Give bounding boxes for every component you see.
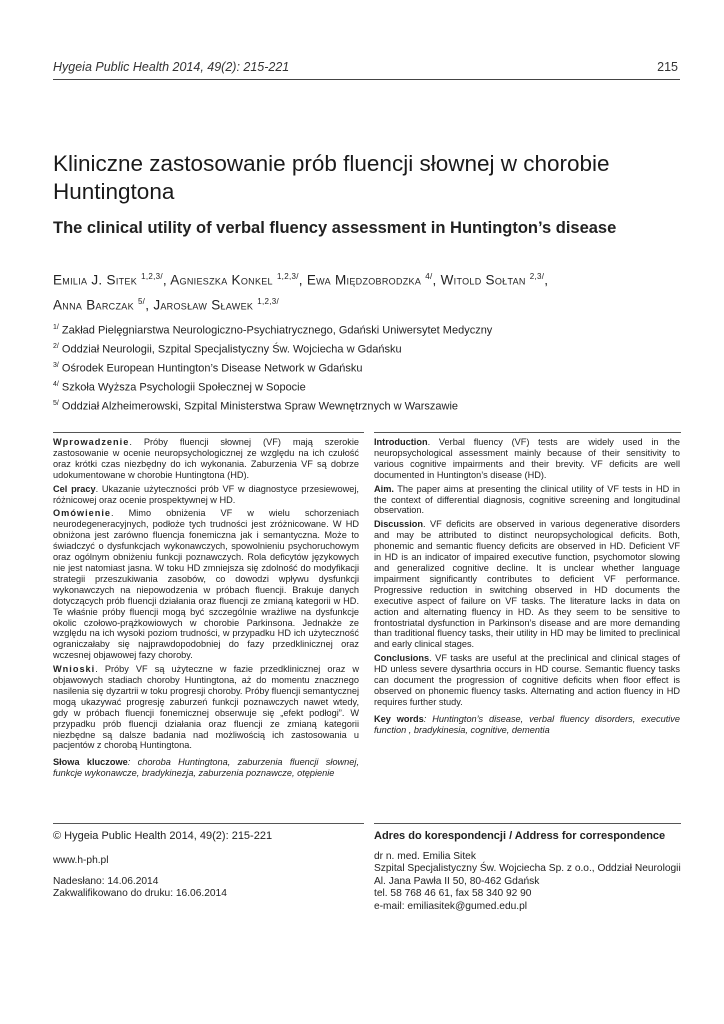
affiliation-number: 1/ bbox=[53, 324, 59, 331]
section-text: : Huntington’s disease, verbal fluency disorders, executive function , bradykinesia, cognitive, dementia bbox=[374, 713, 680, 735]
author-affiliation: 1,2,3/ bbox=[257, 296, 280, 306]
author-name: Jarosław Sławek bbox=[153, 297, 254, 312]
author-line bbox=[53, 291, 693, 316]
section-label: Wnioski bbox=[53, 664, 96, 675]
author-affiliation: 4/ bbox=[425, 272, 433, 281]
footer-rule-left bbox=[53, 823, 364, 824]
affiliation-text: Ośrodek European Huntington’s Disease Network w Gdańsku bbox=[58, 362, 363, 375]
section-label: Conclusions bbox=[374, 653, 430, 664]
affiliation-text: Oddział Alzheimerowski, Szpital Ministerstwa Spraw Wewnętrznych w Warszawie bbox=[58, 400, 459, 413]
author-affiliation: 1,2,3/ bbox=[141, 272, 163, 281]
section-text: . VF deficits are observed in various degenerative disorders and may be attributed to distinct neuropsychological deficits. Both, phonemic and semantic fluency deficits are observed in HD. Deficient VF in HD is an indicator of impaired executive function, psychomotor slowing and generalized cognitive decline. It is unclear whether language impairment significantly contributes to deficient VF performance. Progressive reduction in switching observed in HD documents the executive aspect of failure on VF tasks. The literature lacks in data on action and alternating fluency in HD. As they seem to be sensitive to frontostriatal dysfunction in Parkinson’s disease and are more demanding than traditional fluency tasks, their utility in HD may be limited to preclinical and early clinical stages. bbox=[374, 519, 680, 650]
affiliation-number: 4/ bbox=[53, 380, 59, 388]
correspondence-line: Szpital Specjalistyczny Św. Wojciecha Sp. z o.o., Oddział Neurologii bbox=[374, 863, 681, 875]
copyright-line: © Hygeia Public Health 2014, 49(2): 215-221 bbox=[53, 830, 273, 842]
affiliation-number: 3/ bbox=[53, 361, 59, 369]
author-affiliation: 1,2,3/ bbox=[276, 272, 299, 281]
footer-rule-right bbox=[374, 823, 681, 824]
section-label: Słowa kluczowe bbox=[53, 757, 128, 768]
correspondence-title: Adres do korespondencji / Address for correspondence bbox=[374, 830, 666, 842]
abstract-polish bbox=[53, 437, 359, 782]
abstract-pl-keywords bbox=[53, 757, 359, 779]
section-text: . VF tasks are useful at the preclinical and clinical stages of HD unless severe dysarthria occurs in HD course. Semantic fluency tasks can document the progression of cognitive deficits when floor effect is observed on phonemic fluency tasks. Alternating and action fluency in HD requires further study. bbox=[374, 653, 680, 707]
author-separator: , bbox=[145, 297, 154, 312]
section-label: Cel pracy bbox=[53, 483, 96, 494]
abstract-pl-conclusions bbox=[53, 664, 359, 751]
correspondence-line: dr n. med. Emilia Sitek bbox=[374, 851, 476, 862]
author-name: Witold Sołtan bbox=[440, 272, 526, 288]
affiliation-item bbox=[53, 358, 693, 377]
section-text: . Próby VF są użyteczne w fazie przedklinicznej oraz w objawowych stadiach choroby Huntingtona, aż do momentu znacznego nasilenia się dyzartrii w toku progresji choroby. Próby fluencji semantycznej mogą ukazywać progresję zaburzeń funkcji poznawczych nawet wtedy, gdy w próbach fluencji fonemicznej obserwuje się „efekt podłogi”. W przypadku prób fluencji działania oraz fluencji ze zmianą kategorii niezbędne są dalsze badania nad możliwością ich zastosowania u pacjentów z chorobą Huntingtona. bbox=[53, 664, 359, 751]
affiliation-item bbox=[53, 377, 693, 396]
author-affiliation: 5/ bbox=[137, 296, 146, 306]
affiliation-number: 5/ bbox=[53, 399, 59, 407]
author-separator: , bbox=[432, 272, 441, 288]
website-link[interactable]: www.h-ph.pl bbox=[53, 855, 109, 866]
section-label: Aim. bbox=[374, 483, 394, 494]
author-line bbox=[53, 266, 693, 291]
section-label: Wprowadzenie bbox=[53, 437, 130, 447]
affiliation-text: Szkoła Wyższa Psychologii Społecznej w Sopocie bbox=[58, 381, 306, 394]
section-label: Omówienie bbox=[53, 508, 112, 519]
section-label: Key words bbox=[374, 713, 424, 724]
section-label: Discussion bbox=[374, 519, 424, 530]
abstract-en-discussion bbox=[374, 519, 680, 650]
affiliation-item bbox=[53, 339, 693, 358]
abstract-rule-left bbox=[53, 432, 364, 433]
affiliation-item bbox=[53, 320, 693, 339]
received-date bbox=[53, 876, 227, 901]
author-separator: , bbox=[544, 272, 549, 288]
running-header bbox=[53, 60, 678, 74]
author-affiliation: 2,3/ bbox=[529, 272, 545, 281]
abstract-en-introduction bbox=[374, 437, 680, 481]
correspondence-address bbox=[374, 851, 681, 913]
affiliation-text: Oddział Neurologii, Szpital Specjalistyczny Św. Wojciecha w Gdańsku bbox=[58, 343, 402, 356]
abstract-en-keywords bbox=[374, 714, 680, 736]
section-text: . Mimo obniżenia VF w wielu schorzeniach neurodegeneracyjnych, podłoże tych trudności jest zróżnicowane. W HD obniżona jest zarówno fluencja fonemiczna jak i semantyczna. Może to świadczyć o dysfunkcjach wykonawczych, spowolnieniu psychoruchowym oraz ogólnym obniżeniu funkcji poznawczych. Rola deficytów językowych nie jest natomiast jasna. W toku HD zmniejsza się zdolność do modyfikacji strategii przeszukiwania zasobów, co dowodzi wpływu dysfunkcji wykonawczych na niepowodzenia w próbach fluencji. Brakuje danych dotyczących prób fluencji działania oraz fluencji ze zmianą kategorii w HD. Te właśnie próby fluencji mogą być szczególnie wrażliwe na dysfunkcje okolic czołowo-prążkowiowych w chorobie Parkinsona. Jednakże ze względu na ich wysoki poziom trudności, w przypadku HD ich użyteczność ograniczałaby się najprawdopodobniej do fazy przedklinicznej oraz wczesnej objawowej fazy choroby. bbox=[53, 508, 359, 661]
page-number: 215 bbox=[657, 60, 678, 74]
affiliation-text: Zakład Pielęgniarstwa Neurologiczno-Psychiatrycznego, Gdański Uniwersytet Medyczny bbox=[58, 324, 493, 337]
correspondence-line: Al. Jana Pawła II 50, 80-462 Gdańsk bbox=[374, 875, 540, 887]
abstract-rule-right bbox=[374, 432, 681, 433]
author-name: Agnieszka Konkel bbox=[170, 272, 273, 288]
title-polish bbox=[53, 150, 683, 206]
author-name: Emilia J. Sitek bbox=[53, 272, 138, 288]
received-date-text: Nadesłano: 14.06.2014 bbox=[53, 876, 159, 887]
header-rule bbox=[53, 79, 680, 80]
section-text: . Verbal fluency (VF) tests are widely used in the neuropsychological assessment mainly because of their sensitivity to various cognitive impairments and their brevity. VF deficits are well documented in Huntington’s disease (HD). bbox=[374, 437, 680, 480]
author-list bbox=[53, 266, 693, 315]
abstract-en-aim bbox=[374, 484, 680, 517]
abstract-pl-introduction bbox=[53, 437, 359, 481]
abstract-english bbox=[374, 437, 680, 739]
journal-citation: Hygeia Public Health 2014, 49(2): 215-221 bbox=[53, 60, 290, 74]
title-polish-line: Huntingtona bbox=[53, 179, 175, 204]
section-text: : choroba Huntingtona, zaburzenia fluencji słownej, funkcje wykonawcze, bradykinezja, zaburzenia poznawcze, otępienie bbox=[53, 757, 359, 779]
author-separator: , bbox=[298, 272, 307, 288]
author-name: Ewa Międzobrodzka bbox=[306, 272, 422, 288]
title-polish-line: Kliniczne zastosowanie prób fluencji słownej w chorobie bbox=[53, 151, 610, 176]
affiliation-list bbox=[53, 320, 693, 415]
abstract-pl-discussion bbox=[53, 508, 359, 661]
affiliation-item bbox=[53, 396, 693, 415]
section-text: . Ukazanie użyteczności prób VF w diagnostyce przesiewowej, różnicowej oraz ocenie prospektywnej w HD. bbox=[53, 483, 359, 505]
author-name: Anna Barczak bbox=[53, 297, 134, 312]
abstract-pl-aim bbox=[53, 484, 359, 506]
section-text: The paper aims at presenting the clinical utility of VF tests in HD in the context of differential diagnosis, cognitive screening and longitudinal observation. bbox=[374, 483, 680, 516]
section-label: Introduction bbox=[374, 437, 428, 447]
correspondence-line: tel. 58 768 46 61, fax 58 340 92 90 bbox=[374, 888, 532, 900]
affiliation-number: 2/ bbox=[53, 342, 59, 350]
accepted-date-text: Zakwalifikowano do druku: 16.06.2014 bbox=[53, 888, 227, 900]
author-separator: , bbox=[162, 272, 171, 288]
abstract-en-conclusions bbox=[374, 653, 680, 708]
title-english: The clinical utility of verbal fluency assessment in Huntington’s disease bbox=[53, 219, 617, 237]
correspondence-email[interactable]: e-mail: emiliasitek@gumed.edu.pl bbox=[374, 900, 528, 912]
section-text: . Próby fluencji słownej (VF) mają szerokie zastosowanie w ocenie neuropsychologicznej ze względu na ich czułość oraz krótki czas niezbędny do ich wykonania. Zaburzenia VF są dobrze udokumentowane w chorobie Huntingtona (HD). bbox=[53, 437, 359, 480]
